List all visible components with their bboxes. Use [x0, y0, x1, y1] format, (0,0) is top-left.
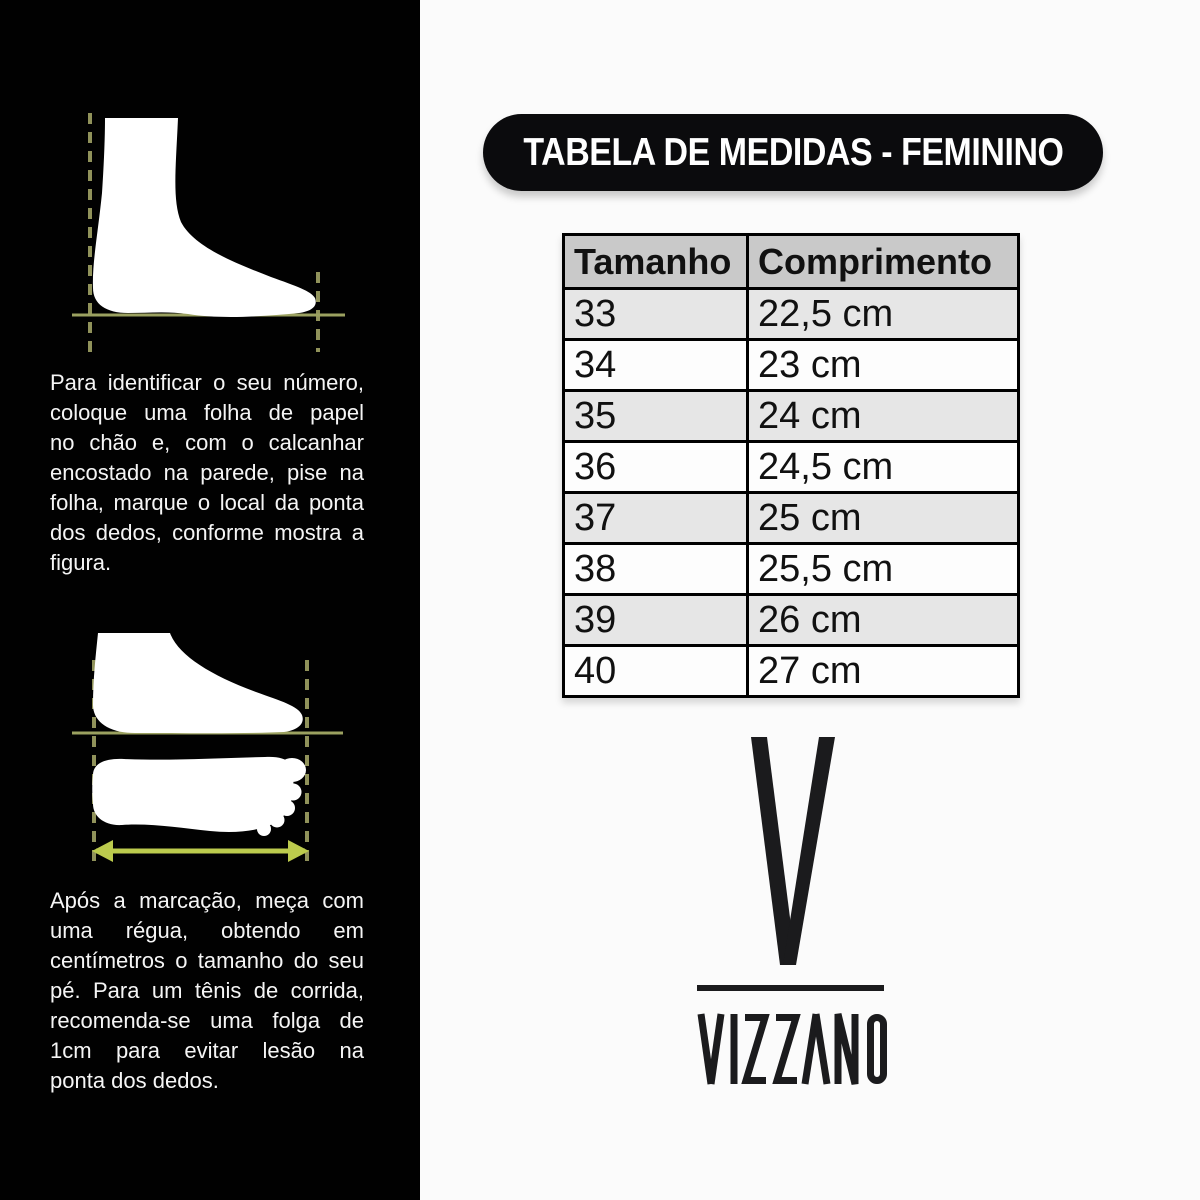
page-title: TABELA DE MEDIDAS - FEMININO [522, 130, 1064, 174]
length-cell: 25,5 cm [748, 544, 1019, 595]
foot-side-profile-icon [60, 105, 380, 360]
size-cell: 37 [564, 493, 748, 544]
text-line: uma régua, obtendo em [50, 918, 364, 943]
title-banner [483, 114, 1103, 191]
instructions-sidebar [0, 0, 420, 1200]
table-row [564, 289, 1019, 340]
size-cell: 35 [564, 391, 748, 442]
text-line: dos dedos, conforme mostra a [50, 520, 364, 545]
length-cell: 24,5 cm [748, 442, 1019, 493]
measure-instructions-step1 [50, 368, 364, 578]
logo-divider-line [697, 985, 884, 991]
text-line: Após a marcação, meça com [50, 888, 364, 913]
table-row [564, 442, 1019, 493]
length-cell: 22,5 cm [748, 289, 1019, 340]
table-header-row [564, 235, 1019, 289]
text-line: centímetros o tamanho do seu [50, 948, 364, 973]
length-arrow [92, 840, 309, 862]
table-row [564, 391, 1019, 442]
column-header-size: Tamanho [564, 235, 748, 289]
v-logo-icon [750, 737, 836, 965]
text-line: pé. Para um tênis de corrida, [50, 978, 364, 1003]
text-line: no chão e, com o calcanhar [50, 430, 364, 455]
table-row [564, 544, 1019, 595]
length-cell: 26 cm [748, 595, 1019, 646]
text-line: folha, marque o local da ponta [50, 490, 364, 515]
footprint-silhouette [92, 757, 306, 836]
size-cell: 39 [564, 595, 748, 646]
size-cell: 40 [564, 646, 748, 697]
foot-silhouette [93, 118, 316, 317]
foot-length-measure-icon [60, 620, 380, 878]
foot-side-silhouette [93, 633, 303, 733]
length-cell: 23 cm [748, 340, 1019, 391]
text-line: recomenda-se uma folga de [50, 1008, 364, 1033]
size-cell: 36 [564, 442, 748, 493]
table-row [564, 493, 1019, 544]
length-cell: 27 cm [748, 646, 1019, 697]
size-table [562, 233, 1020, 698]
column-header-length: Comprimento [748, 235, 1019, 289]
text-line: ponta dos dedos. [50, 1068, 219, 1093]
text-line: figura. [50, 550, 112, 575]
size-cell: 34 [564, 340, 748, 391]
text-line: encostado na parede, pise na [50, 460, 364, 485]
length-cell: 25 cm [748, 493, 1019, 544]
brand-wordmark [697, 1012, 887, 1086]
table-row [564, 340, 1019, 391]
size-cell: 38 [564, 544, 748, 595]
length-cell: 24 cm [748, 391, 1019, 442]
table-row [564, 595, 1019, 646]
table-row [564, 646, 1019, 697]
text-line: 1cm para evitar lesão na [50, 1038, 364, 1063]
text-line: coloque uma folha de papel [50, 400, 364, 425]
measure-instructions-step2 [50, 886, 364, 1096]
size-cell: 33 [564, 289, 748, 340]
text-line: Para identificar o seu número, [50, 370, 364, 395]
